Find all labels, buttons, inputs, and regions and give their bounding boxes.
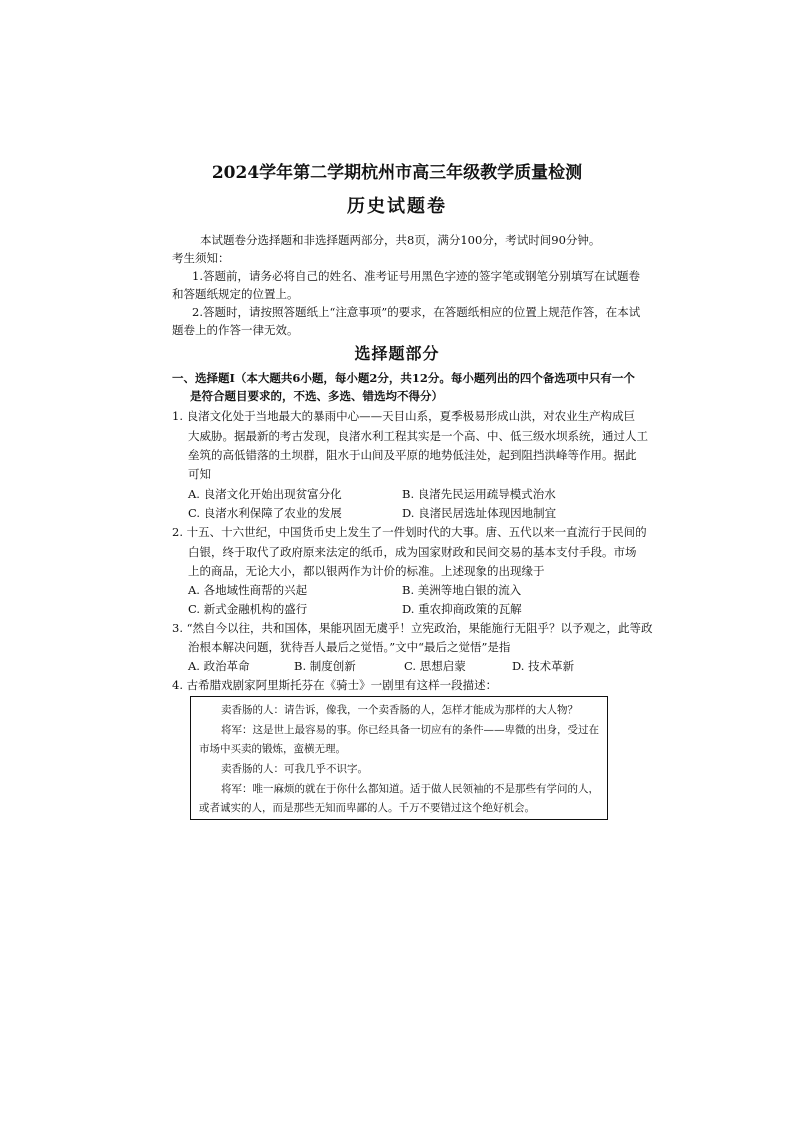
notice-title: 考生须知：	[172, 251, 230, 265]
intro-line: 本试题卷分选择题和非选择题两部分，共8页，满分100分，考试时间90分钟。	[200, 233, 601, 247]
quote-line: 将军：这是世上最容易的事。你已经具备一切应有的条件——卑微的出身，受过在	[221, 724, 599, 736]
question-3-text: 治根本解决问题，犹待吾人最后之觉悟。”文中“最后之觉悟”是指	[188, 640, 511, 654]
question-1-text: 大威胁。据最新的考古发现，良渚水利工程其实是一个高、中、低三级水坝系统，通过人工	[188, 429, 648, 443]
quote-line: 卖香肠的人：可我几乎不识字。	[221, 763, 368, 775]
notice-item-2-cont: 题卷上的作答一律无效。	[172, 323, 299, 337]
question-1-text: 垒筑的高低错落的土坝群，阻水于山间及平原的地势低洼处，起到阻挡洪峰等作用。据此	[188, 448, 637, 462]
question-3-option-b[interactable]: B. 制度创新	[294, 659, 356, 673]
question-2-option-d[interactable]: D. 重农抑商政策的瓦解	[402, 602, 522, 616]
quote-line: 卖香肠的人：请告诉，像我，一个卖香肠的人，怎样才能成为那样的大人物？	[221, 704, 578, 716]
notice-item-1: 1.答题前，请务必将自己的姓名、准考证号用黑色字迹的签字笔或钢笔分别填写在试题卷	[192, 269, 640, 283]
section-heading: 一、选择题Ⅰ（本大题共6小题，每小题2分，共12分。每小题列出的四个备选项中只有一个	[172, 371, 635, 385]
section-heading-cont: 是符合题目要求的，不选、多选、错选均不得分）	[190, 389, 443, 403]
question-3-option-d[interactable]: D. 技术革新	[512, 659, 575, 673]
notice-item-2: 2.答题时，请按照答题纸上“注意事项”的要求，在答题纸相应的位置上规范作答，在本试	[192, 305, 641, 319]
question-3-option-c[interactable]: C. 思想启蒙	[404, 659, 466, 673]
question-1-text: 可知	[188, 467, 211, 481]
question-2-option-a[interactable]: A. 各地域性商帮的兴起	[188, 583, 308, 597]
quote-line: 市场中买卖的锻炼，蛮横无理。	[199, 743, 346, 755]
section-title: 选择题部分	[354, 344, 440, 363]
question-3-text: 3. “然自今以往，共和国体，果能巩固无虞乎！立宪政治，果能施行无阻乎？以予观之，此等政	[172, 621, 653, 635]
quote-line: 或者诚实的人，而是那些无知而卑鄙的人。千万不要错过这个绝好机会。	[199, 802, 535, 814]
question-1-option-a[interactable]: A. 良渚文化开始出现贫富分化	[188, 487, 342, 501]
question-3-option-a[interactable]: A. 政治革命	[188, 659, 250, 673]
question-1-text: 1. 良渚文化处于当地最大的暴雨中心——天目山系，夏季极易形成山洪，对农业生产构成巨	[172, 409, 636, 423]
question-2-option-c[interactable]: C. 新式金融机构的盛行	[188, 602, 308, 616]
question-1-option-d[interactable]: D. 良渚民居选址体现因地制宜	[402, 506, 557, 520]
question-1-option-b[interactable]: B. 良渚先民运用疏导模式治水	[402, 487, 556, 501]
exam-subtitle: 历史试题卷	[347, 196, 447, 217]
question-2-option-b[interactable]: B. 美洲等地白银的流入	[402, 583, 522, 597]
question-2-text: 白银，终于取代了政府原来法定的纸币，成为国家财政和民间交易的基本支付手段。市场	[188, 545, 637, 559]
question-1-option-c[interactable]: C. 良渚水利保障了农业的发展	[188, 506, 342, 520]
question-2-text: 2. 十五、十六世纪，中国货币史上发生了一件划时代的大事。唐、五代以来一直流行于民间的	[172, 525, 647, 539]
quote-box	[190, 696, 608, 820]
question-2-text: 上的商品，无论大小，都以银两作为计价的标准。上述现象的出现缘于	[188, 564, 545, 578]
notice-item-1-cont: 和答题纸规定的位置上。	[172, 287, 299, 301]
question-4-text: 4. 古希腊戏剧家阿里斯托芬在《骑士》一剧里有这样一段描述：	[172, 678, 498, 692]
exam-title: 2024学年第二学期杭州市高三年级教学质量检测	[211, 163, 583, 183]
quote-line: 将军：唯一麻烦的就在于你什么都知道。适于做人民领袖的不是那些有学问的人，	[221, 783, 599, 795]
